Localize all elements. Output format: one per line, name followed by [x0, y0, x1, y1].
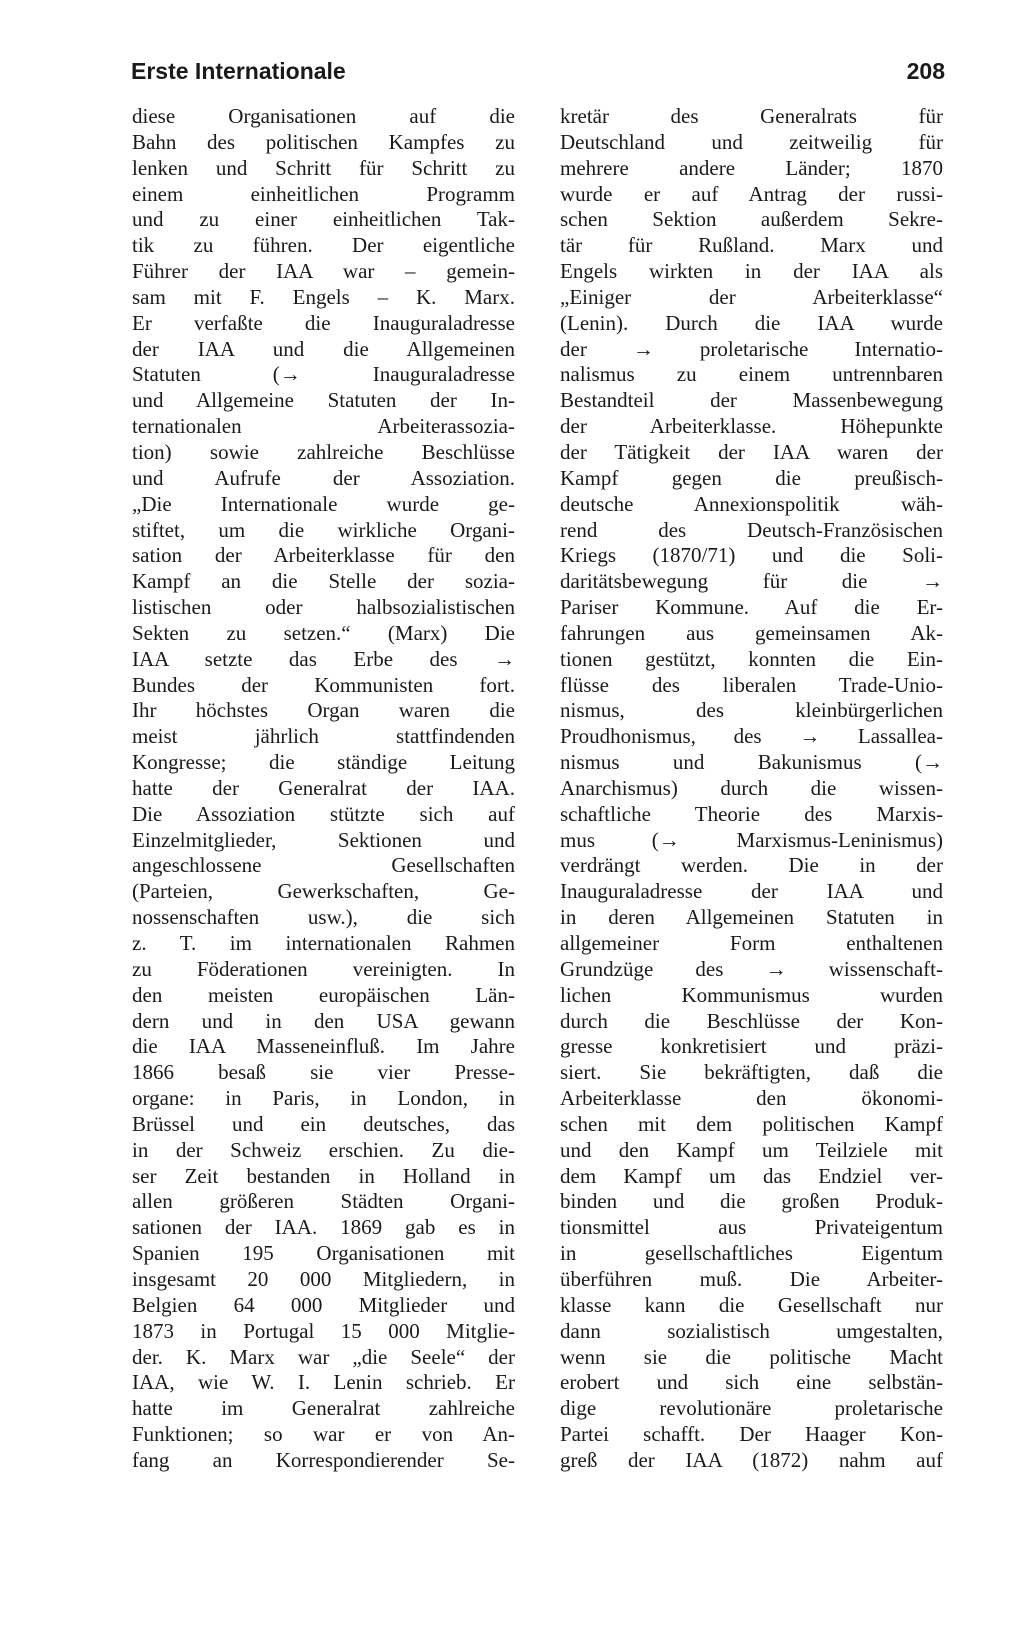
text-line: allen größeren Städten Organi-: [132, 1189, 515, 1214]
text-line: flüsse des liberalen Trade-Unio-: [560, 672, 943, 697]
text-line: (Parteien, Gewerkschaften, Ge-: [132, 879, 515, 904]
text-line: fahrungen aus gemeinsamen Ak-: [560, 620, 943, 645]
text-line: und Allgemeine Statuten der In-: [132, 388, 515, 413]
text-line: fang an Korrespondierender Se-: [132, 1447, 515, 1472]
text-line: meist jährlich stattfindenden: [132, 724, 515, 749]
text-line: hatte im Generalrat zahlreiche: [132, 1396, 515, 1421]
text-line: Belgien 64 000 Mitglieder und: [132, 1292, 515, 1317]
text-line: Kongresse; die ständige Leitung: [132, 750, 515, 775]
text-line: sam mit F. Engels – K. Marx.: [132, 284, 515, 309]
text-line: dern und in den USA gewann: [132, 1008, 515, 1033]
text-line: die IAA Masseneinfluß. Im Jahre: [132, 1034, 515, 1059]
text-line: Bestandteil der Massenbewegung: [560, 388, 943, 413]
text-line: Brüssel und ein deutsches, das: [132, 1111, 515, 1136]
text-line: nismus und Bakunismus (→: [560, 750, 943, 775]
text-line: Kampf an die Stelle der sozia-: [132, 569, 515, 594]
text-line: erobert und sich eine selbstän-: [560, 1370, 943, 1395]
text-line: „Die Internationale wurde ge-: [132, 491, 515, 516]
text-line: Pariser Kommune. Auf die Er-: [560, 595, 943, 620]
text-line: allgemeiner Form enthaltenen: [560, 931, 943, 955]
text-line: ternationalen Arbeiterassozia-: [132, 414, 515, 439]
text-line: der. K. Marx war „die Seele“ der: [132, 1344, 515, 1369]
text-line: in gesellschaftliches Eigentum: [560, 1241, 943, 1266]
text-line: Einzelmitglieder, Sektionen und: [132, 827, 515, 852]
text-line: 1866 besaß sie vier Presse-: [132, 1060, 515, 1085]
text-line: schaftliche Theorie des Marxis-: [560, 801, 943, 826]
text-line: klasse kann die Gesellschaft nur: [560, 1292, 943, 1317]
text-line: durch die Beschlüsse der Kon-: [560, 1008, 943, 1033]
text-line: „Einiger der Arbeiterklasse“: [560, 284, 943, 309]
text-line: Statuten (→ Inauguraladresse: [132, 362, 515, 387]
text-line: mehrere andere Länder; 1870: [560, 155, 943, 180]
text-line: Kampf gegen die preußisch-: [560, 465, 943, 490]
text-line: Spanien 195 Organisationen mit: [132, 1241, 515, 1266]
text-line: Er verfaßte die Inauguraladresse: [132, 310, 515, 335]
text-line: tionen gestützt, konnten die Ein-: [560, 646, 943, 671]
text-line: und Aufrufe der Assoziation.: [132, 465, 515, 490]
text-line: sation der Arbeiterklasse für den: [132, 543, 515, 568]
text-line: verdrängt werden. Die in der: [560, 853, 943, 878]
page-title: Erste Internationale: [131, 58, 346, 84]
text-line: rend des Deutsch-Französischen: [560, 517, 943, 542]
text-line: tär für Rußland. Marx und: [560, 233, 943, 258]
text-line: Grundzüge des → wissenschaft-: [560, 956, 943, 981]
text-line: wurde er auf Antrag der russi-: [560, 181, 943, 206]
text-line: Deutschland und zeitweilig für: [560, 129, 943, 154]
text-line: stiftet, um die wirkliche Organi-: [132, 517, 515, 542]
text-line: wenn sie die politische Macht: [560, 1344, 943, 1369]
text-line: Anarchismus) durch die wissen-: [560, 775, 943, 800]
text-line: der Arbeiterklasse. Höhepunkte: [560, 414, 943, 439]
text-line: nalismus zu einem untrennbaren: [560, 362, 943, 387]
text-line: Ihr höchstes Organ waren die: [132, 698, 515, 723]
text-line: daritätsbewegung für die →: [560, 569, 943, 594]
text-line: IAA setzte das Erbe des →: [132, 646, 515, 671]
text-line: lenken und Schritt für Schritt zu: [132, 155, 515, 180]
text-line: binden und die großen Produk-: [560, 1189, 943, 1214]
text-line: einem einheitlichen Programm: [132, 181, 515, 206]
text-line: mus (→ Marxismus-Leninismus): [560, 827, 943, 852]
text-line: Arbeiterklasse den ökonomi-: [560, 1086, 943, 1111]
text-line: siert. Sie bekräftigten, daß die: [560, 1060, 943, 1085]
text-line: Die Assoziation stützte sich auf: [132, 801, 515, 826]
text-line: tionsmittel aus Privateigentum: [560, 1215, 943, 1240]
text-line: der IAA und die Allgemeinen: [132, 336, 515, 361]
page-number: 208: [906, 58, 945, 84]
text-line: IAA, wie W. I. Lenin schrieb. Er: [132, 1370, 515, 1395]
text-line: kretär des Generalrats für: [560, 104, 943, 128]
text-line: hatte der Generalrat der IAA.: [132, 775, 515, 800]
text-line: der Tätigkeit der IAA waren der: [560, 439, 943, 464]
text-line: (Lenin). Durch die IAA wurde: [560, 310, 943, 335]
text-line: in deren Allgemeinen Statuten in: [560, 905, 943, 930]
text-line: Partei schafft. Der Haager Kon-: [560, 1422, 943, 1447]
text-line: und zu einer einheitlichen Tak-: [132, 207, 515, 232]
text-line: Führer der IAA war – gemein-: [132, 259, 515, 284]
text-line: Sekten zu setzen.“ (Marx) Die: [132, 620, 515, 645]
text-line: den meisten europäischen Län-: [132, 982, 515, 1007]
text-line: schen mit dem politischen Kampf: [560, 1111, 943, 1136]
text-line: deutsche Annexionspolitik wäh-: [560, 491, 943, 516]
text-line: lichen Kommunismus wurden: [560, 982, 943, 1007]
text-column-right: [560, 104, 943, 1474]
text-line: Kriegs (1870/71) und die Soli-: [560, 543, 943, 568]
text-line: überführen muß. Die Arbeiter-: [560, 1266, 943, 1291]
text-line: Funktionen; so war er von An-: [132, 1422, 515, 1447]
text-line: nossenschaften usw.), die sich: [132, 905, 515, 930]
text-line: und den Kampf um Teilziele mit: [560, 1137, 943, 1162]
text-line: angeschlossene Gesellschaften: [132, 853, 515, 878]
text-line: dann sozialistisch umgestalten,: [560, 1318, 943, 1343]
text-line: tik zu führen. Der eigentliche: [132, 233, 515, 258]
text-line: z. T. im internationalen Rahmen: [132, 931, 515, 955]
text-line: in der Schweiz erschien. Zu die-: [132, 1137, 515, 1162]
text-column-left: [132, 104, 515, 1474]
text-line: ser Zeit bestanden in Holland in: [132, 1163, 515, 1188]
text-line: der → proletarische Internatio-: [560, 336, 943, 361]
text-line: listischen oder halbsozialistischen: [132, 595, 515, 620]
text-line: Proudhonismus, des → Lassallea-: [560, 724, 943, 749]
text-line: sationen der IAA. 1869 gab es in: [132, 1215, 515, 1240]
text-line: gresse konkretisiert und präzi-: [560, 1034, 943, 1059]
text-line: tion) sowie zahlreiche Beschlüsse: [132, 439, 515, 464]
text-line: organe: in Paris, in London, in: [132, 1086, 515, 1111]
text-line: zu Föderationen vereinigten. In: [132, 956, 515, 981]
text-line: diese Organisationen auf die: [132, 104, 515, 128]
running-head: [131, 54, 945, 88]
text-line: Engels wirkten in der IAA als: [560, 259, 943, 284]
text-line: dige revolutionäre proletarische: [560, 1396, 943, 1421]
text-line: nismus, des kleinbürgerlichen: [560, 698, 943, 723]
text-line: Bahn des politischen Kampfes zu: [132, 129, 515, 154]
text-line: schen Sektion außerdem Sekre-: [560, 207, 943, 232]
text-line: Bundes der Kommunisten fort.: [132, 672, 515, 697]
text-line: 1873 in Portugal 15 000 Mitglie-: [132, 1318, 515, 1343]
text-line: greß der IAA (1872) nahm auf: [560, 1447, 943, 1472]
text-line: insgesamt 20 000 Mitgliedern, in: [132, 1266, 515, 1291]
text-line: Inauguraladresse der IAA und: [560, 879, 943, 904]
text-line: dem Kampf um das Endziel ver-: [560, 1163, 943, 1188]
